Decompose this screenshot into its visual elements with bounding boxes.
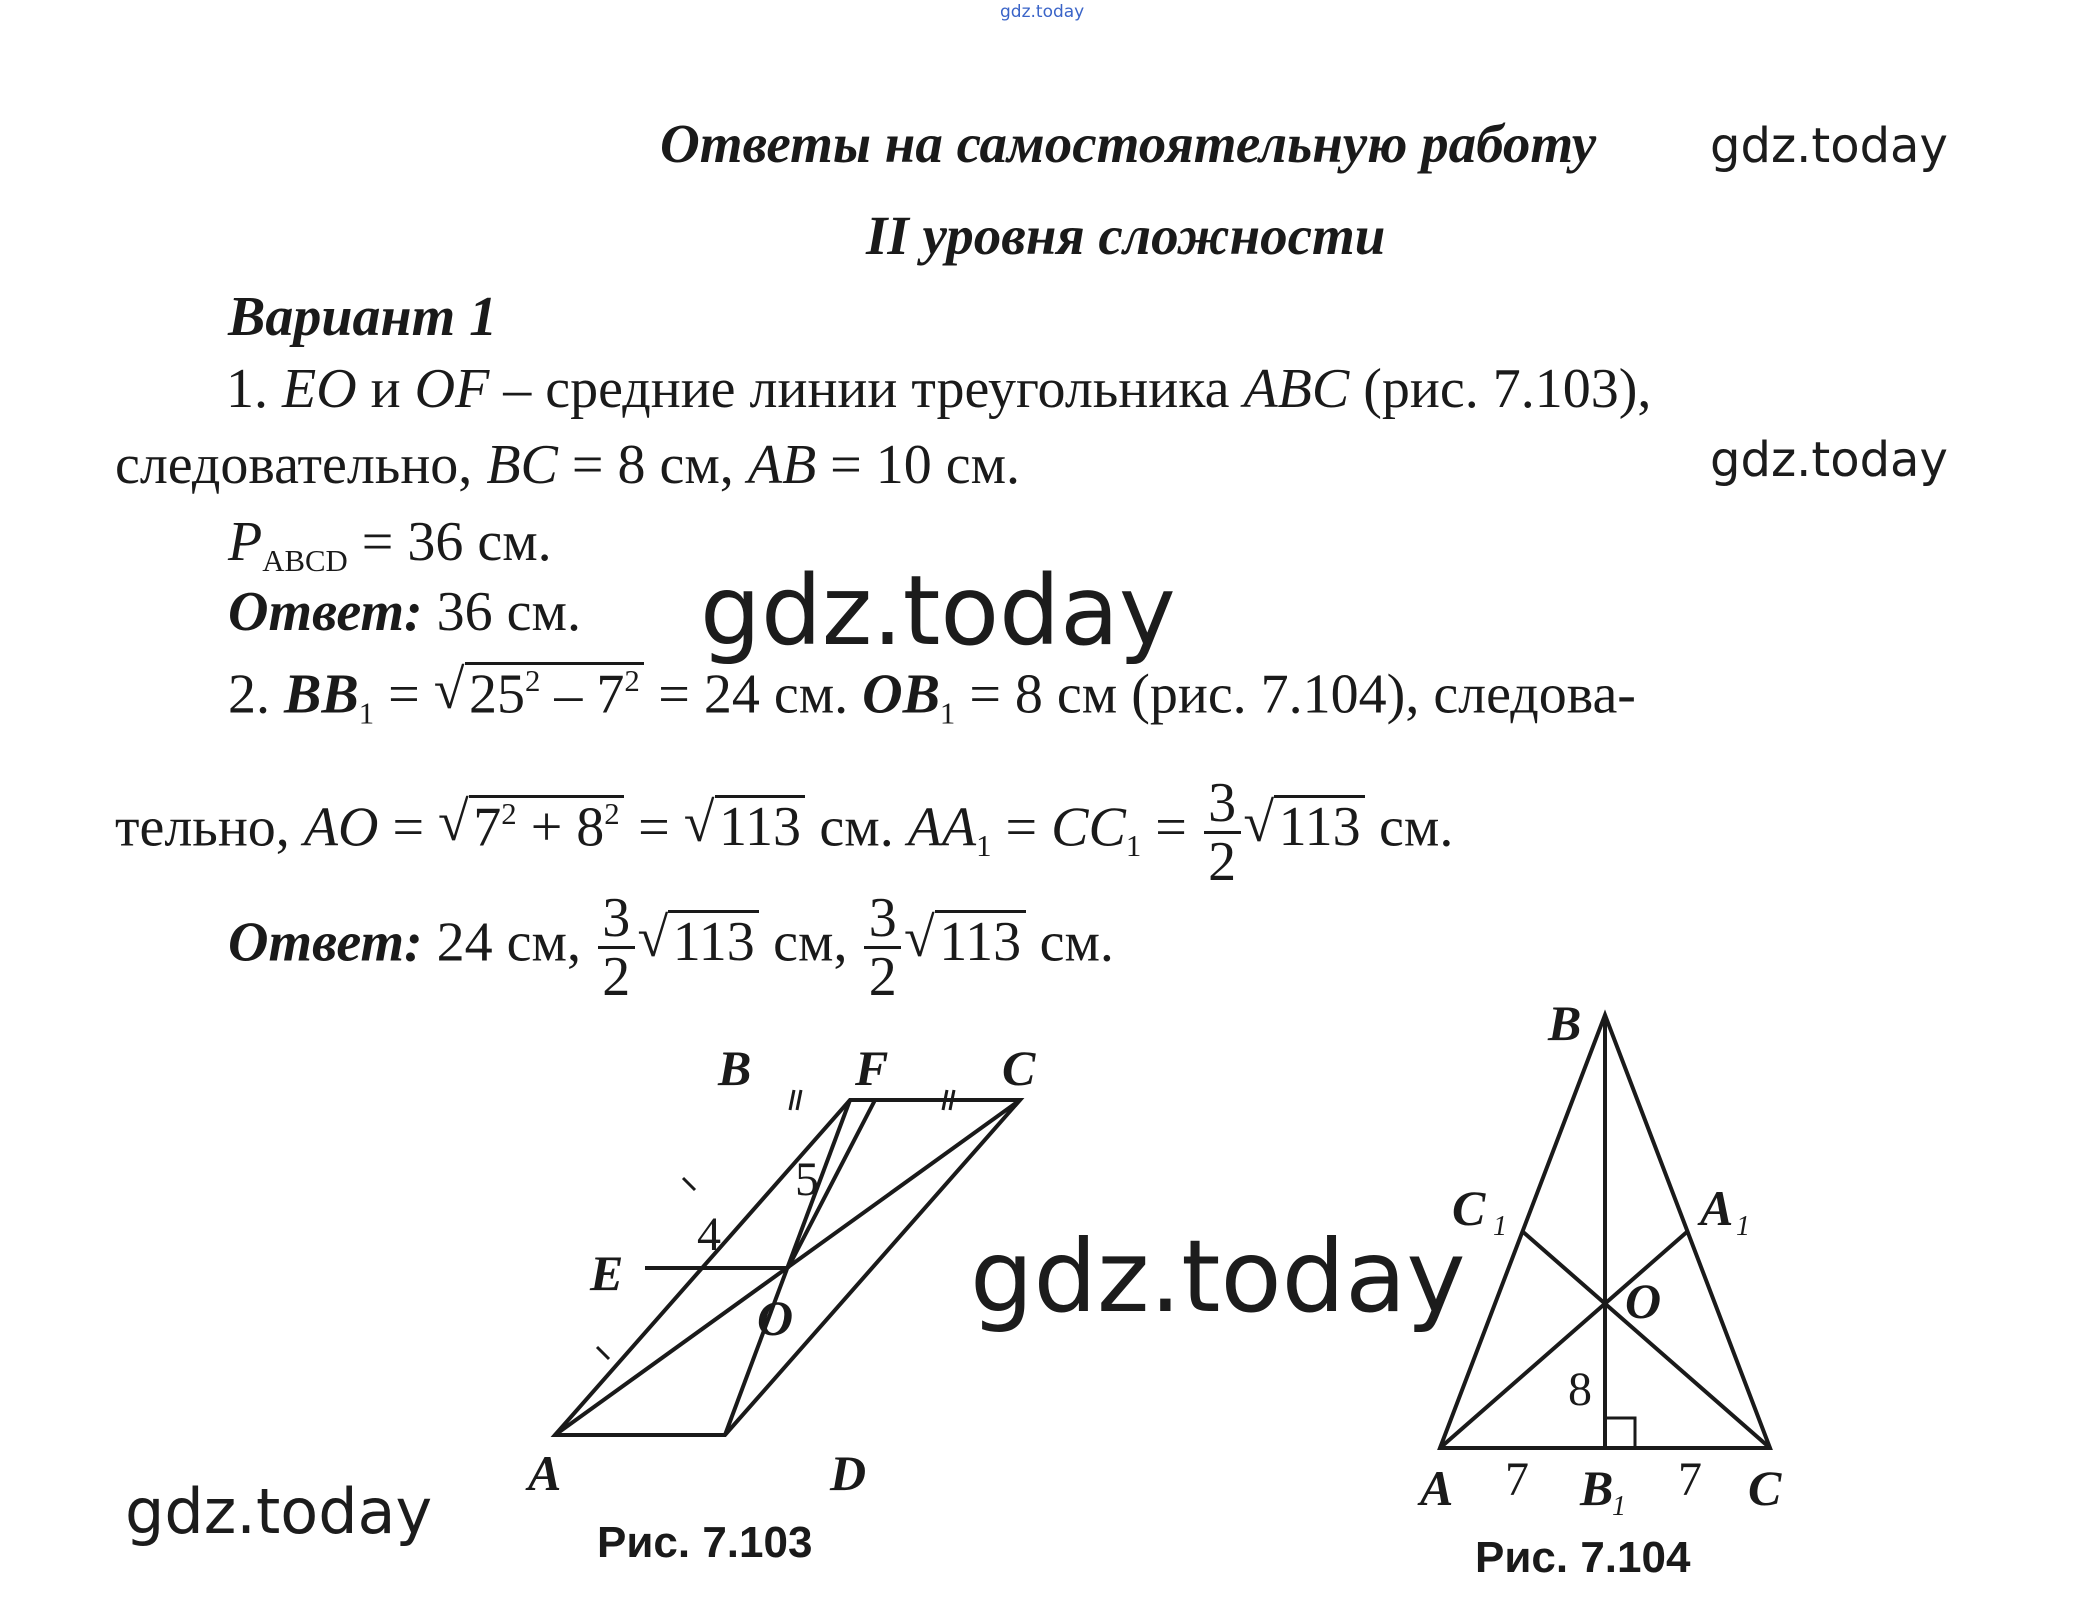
segment-ao: AO <box>303 796 379 859</box>
watermark-top: gdz.today <box>1000 2 1085 22</box>
watermark: gdz.today <box>1710 118 1948 174</box>
subscript-1: 1 <box>976 829 992 864</box>
segment-aa1: AA <box>907 796 977 859</box>
perimeter-subscript: ABCD <box>262 543 348 578</box>
radical-113: √ 113 <box>638 910 760 974</box>
equals: = <box>638 796 670 859</box>
rad2-term-a: 7 <box>473 796 502 859</box>
word-and: и <box>370 358 401 420</box>
fig2-label-b: B <box>1548 995 1582 1051</box>
fig1-label-f: F <box>855 1040 889 1096</box>
segment-eo: EO <box>282 358 357 420</box>
right-angle-mark <box>1605 1418 1635 1448</box>
radicand-113: 113 <box>1274 795 1365 857</box>
exp-b: 2 <box>624 664 640 698</box>
fig1-label-b: B <box>718 1040 752 1096</box>
radicand-113: 113 <box>715 795 806 857</box>
fig1-label-c: C <box>1002 1040 1036 1096</box>
radical-113: √ 113 <box>684 795 806 859</box>
answer2-a: 24 см, <box>436 911 581 974</box>
segment-of: OF <box>414 358 490 420</box>
fraction-denominator: 2 <box>868 946 897 1008</box>
radical-2: √ $7^2 + 8^2$ <box>438 795 624 860</box>
task2-result2: = 8 см (рис. 7.104), следова- <box>969 663 1636 726</box>
radical-1: √ $25^2 - 7^2$ <box>434 662 645 727</box>
fig1-length-5: 5 <box>795 1153 819 1206</box>
radical-113: √ 113 <box>1243 795 1365 859</box>
equals: = <box>392 796 425 859</box>
fig1-label-o: O <box>757 1290 794 1346</box>
fig1-label-a: A <box>528 1445 562 1501</box>
subscript-1: 1 <box>358 696 375 731</box>
unit-cm-end: см. <box>1379 796 1454 859</box>
equals: = <box>1155 796 1187 859</box>
task1-line2-b: = 8 см, <box>571 434 734 496</box>
rad1-term-a: 25 <box>468 663 525 726</box>
answer1-label: Ответ: <box>228 581 423 643</box>
watermark: gdz.today <box>970 1218 1466 1335</box>
subscript-1: 1 <box>939 696 956 731</box>
equals: = <box>388 663 420 726</box>
watermark: gdz.today <box>125 1475 433 1548</box>
answer2-label: Ответ: <box>228 911 423 974</box>
fraction-numerator: 3 <box>1204 775 1241 834</box>
fig2-sub-b1: 1 <box>1612 1491 1626 1522</box>
task2-number: 2. <box>228 663 270 726</box>
caption-fig-7-104: Рис. 7.104 <box>1475 1533 1691 1582</box>
answer2-b: см, <box>773 911 848 974</box>
radicand-113: 113 <box>935 910 1026 972</box>
task1-number: 1. <box>226 358 268 420</box>
median-cc1 <box>1522 1231 1770 1448</box>
watermark: gdz.today <box>700 555 1176 667</box>
fig2-label-c: C <box>1748 1460 1782 1516</box>
fig2-sub-a1: 1 <box>1736 1211 1750 1242</box>
segment-bc: BC <box>486 434 558 496</box>
equals: = <box>1005 796 1038 859</box>
task2-result1: = 24 см. <box>658 663 849 726</box>
fig2-label-o: O <box>1625 1273 1662 1329</box>
exp-a: 2 <box>524 664 541 698</box>
fraction-denominator: 2 <box>602 946 631 1008</box>
caption-fig-7-103: Рис. 7.103 <box>597 1518 813 1567</box>
exp-d: 2 <box>604 796 620 831</box>
rad1-term-b: – 7 <box>554 663 625 726</box>
segment-ob1: OB <box>862 663 940 726</box>
perimeter-value: = 36 см. <box>361 511 552 573</box>
segment-bb1: BB <box>284 663 359 726</box>
triangle-abc: ABC <box>1243 358 1350 420</box>
fig2-label-a: A <box>1420 1460 1454 1516</box>
heading-line1: Ответы на самостоятельную работу <box>660 113 1597 174</box>
segment-cc1: CC <box>1051 796 1126 859</box>
segment-ab: AB <box>747 434 817 496</box>
fig2-length-7b: 7 <box>1678 1453 1702 1506</box>
fig1-label-d: D <box>830 1445 867 1501</box>
task1-text-a: – средние линии треугольника <box>503 358 1230 420</box>
task1-text-b: (рис. 7.103), <box>1363 358 1652 420</box>
answer1-value: 36 см. <box>436 581 581 643</box>
fig2-sub-c1: 1 <box>1493 1211 1507 1242</box>
answer2-c: см. <box>1039 911 1114 974</box>
subscript-1: 1 <box>1125 829 1142 864</box>
fig2-label-c1: C <box>1452 1180 1486 1236</box>
fraction-denominator: 2 <box>1208 831 1237 893</box>
fig2-label-a1: A <box>1700 1180 1734 1236</box>
heading-line2: II уровня сложности <box>866 205 1386 266</box>
variant-title: Вариант 1 <box>228 286 498 348</box>
fig2-label-b1: B <box>1580 1460 1614 1516</box>
task2-line2-a: тельно, <box>115 796 290 859</box>
unit-cm: см. <box>819 796 894 859</box>
fig2-length-8: 8 <box>1568 1363 1592 1416</box>
radicand-113: 113 <box>668 910 759 972</box>
task1-line2-a: следовательно, <box>115 434 473 496</box>
watermark: gdz.today <box>1710 432 1948 488</box>
task1-line2-c: = 10 см. <box>830 434 1021 496</box>
fraction-numerator: 3 <box>864 890 901 949</box>
perimeter-symbol: P <box>228 511 263 573</box>
radical-113: √ 113 <box>904 910 1026 974</box>
median-aa1 <box>1440 1231 1688 1448</box>
fraction-numerator: 3 <box>598 890 635 949</box>
fig1-label-e: E <box>590 1245 624 1301</box>
fig1-length-4: 4 <box>697 1208 721 1261</box>
fig2-length-7a: 7 <box>1505 1453 1529 1506</box>
exp-c: 2 <box>501 796 517 831</box>
rad2-term-b: + 8 <box>530 796 605 859</box>
